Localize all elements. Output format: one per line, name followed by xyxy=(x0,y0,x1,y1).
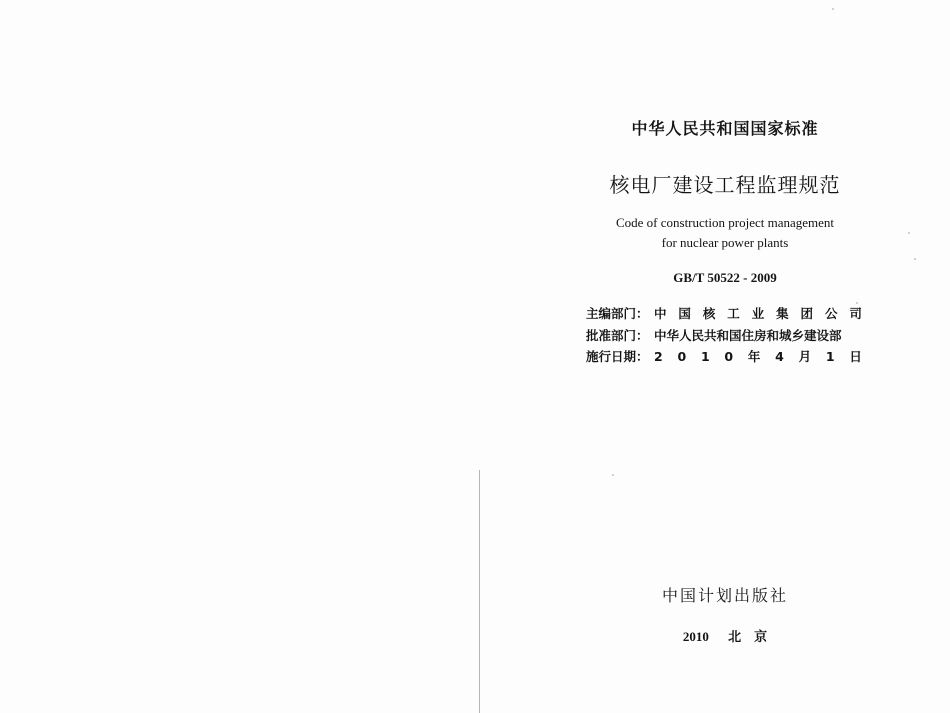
document-title-chinese: 核电厂建设工程监理规范 xyxy=(609,173,841,197)
book-spine-line xyxy=(479,470,480,713)
approver-row xyxy=(586,325,862,347)
editor-value: 中 国 核 工 业 集 团 公 司 xyxy=(654,306,862,321)
national-standard-heading: 中华人民共和国国家标准 xyxy=(631,119,819,138)
imprint-city: 北 京 xyxy=(728,629,768,644)
title-english-line-1: Code of construction project management xyxy=(615,215,835,230)
approver-value: 中华人民共和国住房和城乡建设部 xyxy=(654,327,842,343)
imprint-year: 2010 xyxy=(682,629,709,644)
publication-details xyxy=(586,303,862,368)
scan-speck xyxy=(914,258,916,260)
editor-row xyxy=(586,303,862,325)
publisher-name: 中国计划出版社 xyxy=(661,586,788,605)
title-english-line-2: for nuclear power plants xyxy=(661,235,789,250)
effective-date-row xyxy=(586,346,862,368)
scan-speck xyxy=(908,232,910,234)
effective-date-value: 2 0 1 0 年 4 月 1 日 xyxy=(654,349,862,364)
effective-date-label: 施行日期： xyxy=(586,349,649,364)
imprint-line xyxy=(560,626,890,645)
title-page xyxy=(560,0,890,713)
approver-label: 批准部门： xyxy=(586,327,649,343)
standard-number: GB/T 50522 - 2009 xyxy=(673,270,777,285)
document-title-english xyxy=(560,213,890,253)
editor-label: 主编部门： xyxy=(586,306,649,321)
